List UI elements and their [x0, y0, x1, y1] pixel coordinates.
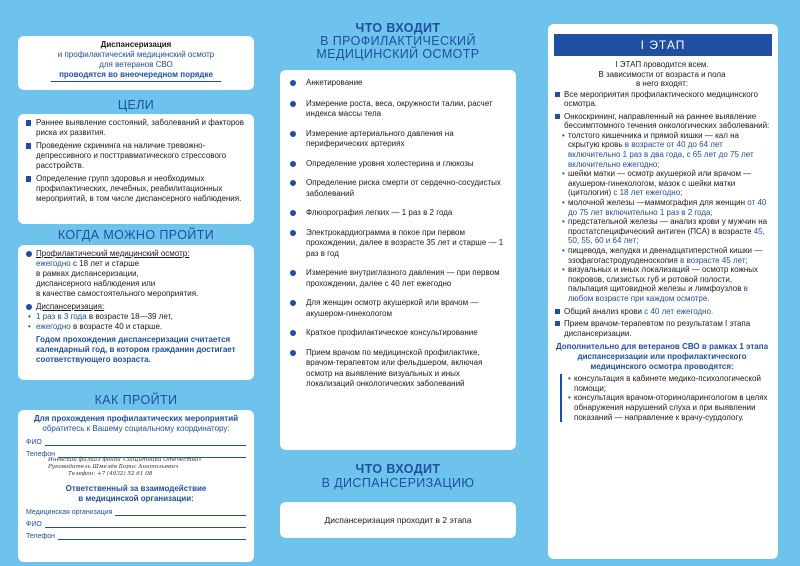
- right-column: [548, 0, 778, 566]
- intro-line-2: и профилактический медицинский осмотр: [57, 50, 215, 59]
- disp-section-title-1: ЧТО ВХОДИТ: [355, 462, 441, 476]
- checkup-item: Для женщин осмотр акушеркой или врачом — акушером-гинекологом: [288, 298, 506, 319]
- disp-age-2: в возрасте 40 и старше.: [70, 322, 163, 331]
- stage-content: [554, 60, 770, 422]
- stages-note: Диспансеризация проходит в 2 этапа: [280, 502, 516, 538]
- extra-list: [560, 374, 770, 422]
- when-title: КОГДА МОЖНО ПРОЙТИ: [57, 228, 215, 242]
- stage-intro-1: I ЭТАП проводится всем.: [615, 60, 709, 69]
- blood-test-item: [554, 307, 770, 317]
- intro-line-3: для ветеранов СВО: [99, 60, 173, 69]
- onco-sub-text: шейки матки — осмотр акушеркой или врачом — акушером-гинекологом, мазок с шейки матки (цитология): [568, 169, 752, 198]
- extra-item: [566, 374, 770, 393]
- onco-sub-text: визуальных и иных локализаций — осмотр кожных покровов, слизистых губ и ротовой полости, пальпация щитовидной железы и лимфоузлов: [568, 265, 759, 294]
- intro-line-1: Диспансеризация: [100, 40, 172, 49]
- phone2-field[interactable]: [26, 530, 246, 540]
- disp-line-2: [26, 322, 248, 332]
- when-box: [18, 245, 254, 380]
- checkup-list: [280, 70, 516, 450]
- onco-sub-text: предстательной железы — анализ крови у мужчин на простатспецифический антиген (ПСА) в возрасте: [568, 217, 768, 236]
- onco-sub-age: от 40 до 75 лет включительно 1 раз в 2 года;: [568, 198, 767, 217]
- fio2-label: ФИО: [26, 521, 42, 528]
- therapist-item: Прием врачом-терапевтом по результатам I этапа диспансеризации.: [554, 319, 770, 338]
- responsible-head-2: в медицинской организации:: [78, 494, 194, 503]
- checkup-item: Измерение роста, веса, окружности талии, расчет индекса массы тела: [288, 99, 506, 120]
- checkup-item: Электрокардиограмма в покое при первом прохождении, далее в возрасте 35 лет и старше — 1 раз в год: [288, 228, 506, 260]
- goal-item: Раннее выявление состояний, заболеваний и факторов риска их развития.: [26, 118, 248, 138]
- intro-line-4: проводятся во внеочередном порядке: [59, 70, 213, 79]
- checkup-item: Измерение артериального давления на периферических артериях: [288, 129, 506, 150]
- all-prof-item: Все мероприятия профилактического медицинского осмотра.: [554, 90, 770, 109]
- how-head-1: Для прохождения профилактических мероприятий: [33, 414, 239, 423]
- checkup-item: Анкетирование: [288, 78, 506, 89]
- stage-header: I ЭТАП: [554, 34, 772, 56]
- extra-title: Дополнительно для ветеранов СВО в рамках 1 этапа диспансеризации или профилактического медицинского осмотра проводятся:: [555, 342, 769, 371]
- onco-sub-age: с 18 лет ежегодно;: [613, 188, 683, 198]
- onco-sub-text: молочной железы —маммография для женщин: [568, 198, 748, 208]
- fio-label: ФИО: [26, 439, 42, 446]
- prof-age: с 18 лет и старше: [70, 259, 140, 268]
- stage-intro-3: в него входят:: [635, 79, 689, 88]
- org-label: Медицинская организация: [26, 509, 113, 516]
- onco-sub-item: [560, 246, 770, 265]
- prof-line-2: в рамках диспансеризации,: [36, 269, 139, 278]
- checkup-item: Измерение внутриглазного давления — при первом прохождении, далее с 40 лет ежегодно: [288, 268, 506, 289]
- onco-sub-age: в любом возрасте при каждом осмотре.: [568, 284, 748, 303]
- responsible-head-1: Ответственный за взаимодействие: [65, 484, 207, 493]
- fio2-field[interactable]: [26, 518, 246, 528]
- onco-sub-item: [560, 198, 770, 217]
- prof-line-4: в качестве самостоятельного мероприятия.: [36, 289, 199, 298]
- left-column: [18, 0, 254, 566]
- phone2-label: Телефон: [26, 533, 56, 540]
- checkup-title-2: В ПРОФИЛАКТИЧЕСКИЙ: [320, 34, 476, 48]
- disp-freq-1: 1 раз в 3 года: [36, 312, 87, 321]
- middle-column: [280, 0, 516, 566]
- fio2-line: [45, 520, 246, 528]
- handwritten-line-1: Иневский филиал фонда «Защитники Отечества»: [48, 457, 202, 463]
- extra-item: [566, 393, 770, 422]
- handwritten-line-3: Телефон: +7 (4932) 52 61 08: [68, 471, 153, 477]
- onco-sub-item: [560, 265, 770, 303]
- intro-rule: [51, 81, 221, 82]
- checkup-item: Определение риска смерти от сердечно-сосудистых заболеваний: [288, 178, 506, 199]
- disp-section-title: [280, 462, 516, 490]
- how-box: [18, 410, 254, 562]
- stage-intro-2: В зависимости от возраста и пола: [598, 69, 726, 79]
- onco-sub-age: в возрасте от 40 до 64 лет включительно 1 раз в два года, с 65 лет до 75 лет включительно ежегодно;: [568, 140, 754, 169]
- blood-test-text: Общий анализ крови: [564, 306, 645, 316]
- goals-box: [18, 114, 254, 224]
- stage-intro: [554, 60, 770, 89]
- onco-sub-item: [560, 169, 770, 198]
- onco-sub-item: [560, 217, 770, 246]
- onco-sub-text: пищевода, желудка и двенадцатиперстной кишки — эзофагогастродуоденоскопия: [568, 246, 763, 265]
- checkup-title-3: МЕДИЦИНСКИЙ ОСМОТР: [316, 47, 480, 61]
- phone2-line: [58, 532, 246, 540]
- how-head-2: обратитесь к Вашему социальному координатору:: [42, 424, 230, 433]
- blood-test-age: с 40 лет ежегодно.: [644, 306, 714, 316]
- onco-item: Онкоскрининг, направленный на раннее выявление бессимптомного течения онкологических заболеваний:: [554, 112, 770, 131]
- onco-sub-item: [560, 131, 770, 169]
- disp-note: Годом прохождения диспансеризации считается календарный год, в котором гражданин достигает соответствующего возраста.: [36, 335, 236, 364]
- extra-item-text: консультация врачом-оториноларингологом в целях обнаружения нарушений слуха и при выявлении показаний — направление к врачу-сурдологу.: [574, 393, 768, 422]
- intro-box: [18, 36, 254, 90]
- checkup-item: Краткое профилактическое консультирование: [288, 328, 506, 339]
- goal-item: Определение групп здоровья и необходимых профилактических, лечебных, реабилитационных мероприятий, в том числе диспансерного наблюдения.: [26, 174, 248, 204]
- checkup-item: Определение уровня холестерина и глюкозы: [288, 159, 506, 170]
- extra-item-text: консультация в кабинете медико-психологической помощи;: [574, 374, 761, 393]
- prof-line-3: диспансерного наблюдения или: [36, 279, 156, 288]
- prof-exam-details: [26, 259, 248, 299]
- checkup-title-1: ЧТО ВХОДИТ: [355, 21, 441, 35]
- checkup-item: Флюорография легких — 1 раз в 2 года: [288, 208, 506, 219]
- phone-label: Телефон: [26, 451, 56, 458]
- org-field[interactable]: [26, 506, 246, 516]
- disp-section-title-2: В ДИСПАНСЕРИЗАЦИЮ: [321, 476, 475, 490]
- goals-title: ЦЕЛИ: [117, 98, 155, 112]
- onco-sub-text: толстого кишечника и прямой кишки — кал на скрытую кровь: [568, 130, 739, 150]
- disp-freq-2: ежегодно: [36, 322, 71, 331]
- checkup-title: [280, 22, 516, 61]
- disp-age-1: в возрасте 18—39 лет,: [86, 312, 173, 321]
- goal-item: Проведение скрининга на наличие тревожно-депрессивного и посттравматического стрессового расстройств.: [26, 141, 248, 171]
- how-title: КАК ПРОЙТИ: [94, 393, 178, 407]
- disp-head: Диспансеризация:: [26, 302, 248, 312]
- onco-sub-age: 45, 50, 55, 60 и 64 лет;: [568, 226, 765, 246]
- fio-line: [45, 438, 246, 446]
- handwritten-line-2: Руководитель Шмелёв Борис Анатольевич: [48, 464, 179, 470]
- onco-sub-age: в возрасте 45 лет;: [680, 255, 748, 265]
- checkup-item: Прием врачом по медицинской профилактике, врачом-терапевтом или фельдшером, включая осмотр на выявление визуальных и иных локализаций онкологических заболеваний: [288, 348, 506, 390]
- org-line: [115, 508, 246, 516]
- disp-line-1: [26, 312, 248, 322]
- prof-exam-head: Профилактический медицинский осмотр:: [26, 249, 248, 259]
- fio-field[interactable]: [26, 436, 246, 446]
- handwritten-contact: [26, 457, 246, 478]
- prof-freq: ежегодно: [36, 259, 71, 268]
